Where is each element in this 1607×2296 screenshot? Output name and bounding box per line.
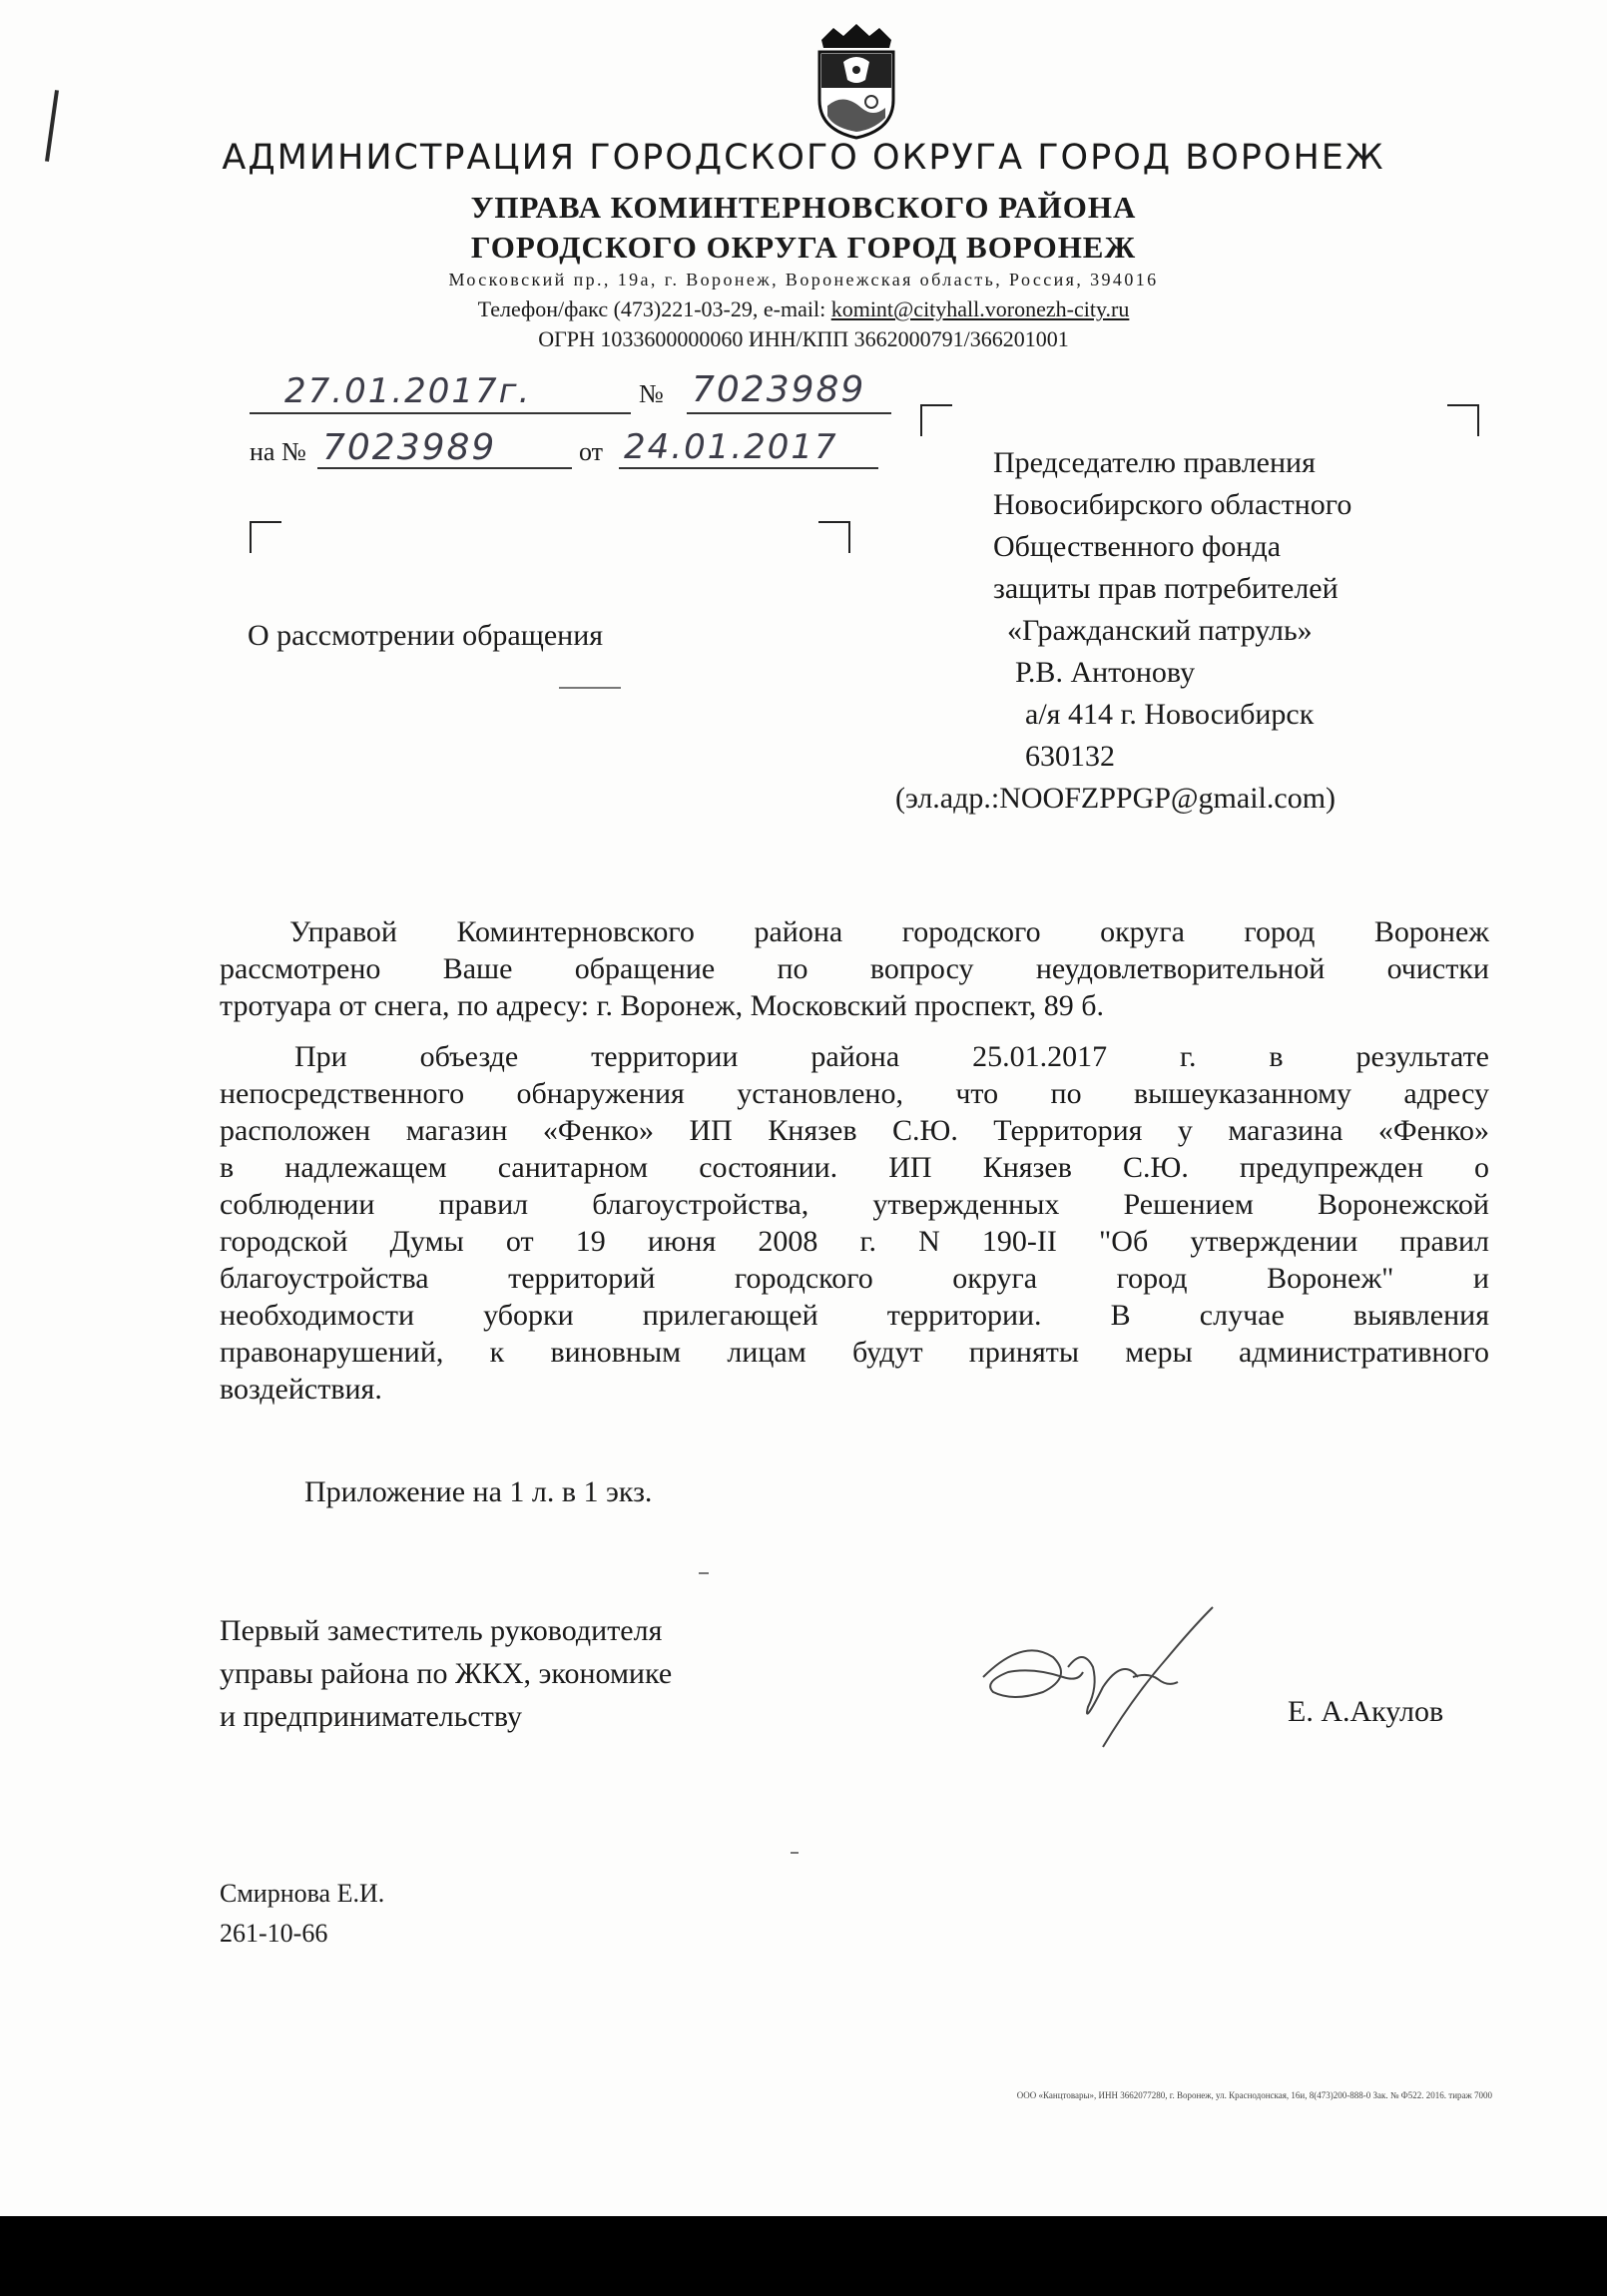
recipient-corner-right — [1447, 404, 1479, 436]
outgoing-number-label: № — [639, 379, 664, 408]
scan-speck — [559, 687, 621, 689]
printer-imprint: ООО «Канцтовары», ИНН 3662077280, г. Воронеж, ул. Краснодонская, 16и, 8(473)200-888-0 Зак. № Ф522. 2016. тираж 7000 — [1016, 2090, 1492, 2100]
scan-bottom-border — [0, 2216, 1607, 2296]
recipient-line: Новосибирского областного — [993, 488, 1352, 521]
recipient-line: Р.В. Антонову — [1015, 656, 1196, 689]
outgoing-number: 7023989 — [692, 369, 866, 410]
administration-title: АДМИНИСТРАЦИЯ ГОРОДСКОГО ОКРУГА ГОРОД ВОРОНЕЖ — [222, 138, 1385, 178]
handwritten-signature — [963, 1597, 1263, 1797]
reference-date-rule — [619, 467, 878, 469]
recipient-line: а/я 414 г. Новосибирск — [1025, 698, 1315, 731]
signatory-title — [220, 1609, 672, 1738]
executor-phone: 261-10-66 — [220, 1919, 328, 1948]
postal-address: Московский пр., 19а, г. Воронеж, Воронежская область, Россия, 394016 — [448, 270, 1159, 289]
paragraph-2-line-8: необходимости уборки прилегающей территории. В случае выявления — [220, 1299, 1489, 1332]
recipient-line: защиты прав потребителей — [993, 572, 1339, 605]
recipient-line: (эл.адр.:NOOFZPPGP@gmail.com) — [895, 782, 1337, 815]
executor-name: Смирнова Е.И. — [220, 1879, 385, 1908]
subject-corner-left — [250, 521, 281, 553]
paragraph-2-line-4: в надлежащем санитарном состоянии. ИП Князев С.Ю. предупрежден о — [220, 1151, 1489, 1184]
paragraph-2-line-7: благоустройства территорий городского округа город Воронеж" и — [220, 1262, 1489, 1295]
paragraph-2-line-5: соблюдении правил благоустройства, утвержденных Решением Воронежской — [220, 1188, 1489, 1221]
paragraph-2-line-3: расположен магазин «Фенко» ИП Князев С.Ю. Территория у магазина «Фенко» — [220, 1114, 1489, 1147]
reference-date: 24.01.2017 — [624, 427, 838, 467]
paragraph-2-line-1: При объезде территории района 25.01.2017 г. в результате — [294, 1040, 1489, 1073]
paragraph-1-line-3: тротуара от снега, по адресу: г. Воронеж, Московский проспект, 89 б. — [220, 989, 1104, 1022]
contact-line — [0, 296, 1607, 322]
paragraph-2-line-10: воздействия. — [220, 1373, 382, 1406]
recipient-corner-left — [920, 404, 952, 436]
voronezh-coat-of-arms-icon — [813, 22, 899, 140]
recipient-line: Председателю правления — [993, 446, 1316, 479]
paragraph-2-line-9: правонарушений, к виновным лицам будут приняты меры административного — [220, 1336, 1489, 1369]
scan-speck — [791, 1852, 799, 1854]
recipient-line: «Гражданский патруль» — [1007, 614, 1313, 647]
outgoing-number-rule — [687, 412, 891, 414]
paragraph-2-line-2: непосредственного обнаружения установлено, что по вышеуказанному адресу — [220, 1077, 1489, 1110]
outgoing-date-rule — [250, 412, 631, 414]
signatory-title-line: управы района по ЖКХ, экономике — [220, 1657, 673, 1690]
outgoing-date: 27.01.2017г. — [284, 371, 532, 411]
email-link[interactable]: komint@cityhall.voronezh-city.ru — [830, 296, 1130, 321]
scan-speck — [699, 1572, 709, 1574]
uprava-title-line1: УПРАВА КОМИНТЕРНОВСКОГО РАЙОНА — [470, 190, 1137, 225]
signatory-title-line: и предпринимательству — [220, 1700, 522, 1733]
recipient-block — [895, 442, 1352, 820]
phone-label: Телефон/факс (473)221-03-29, e-mail: — [477, 296, 831, 321]
letter-subject: О рассмотрении обращения — [248, 619, 604, 652]
ogrn-inn-line: ОГРН 1033600000060 ИНН/КПП 3662000791/366201001 — [538, 326, 1069, 351]
paragraph-1-line-2: рассмотрено Ваше обращение по вопросу неудовлетворительной очистки — [220, 952, 1489, 985]
signatory-title-line: Первый заместитель руководителя — [220, 1614, 663, 1647]
reference-number-label: на № — [250, 437, 306, 466]
reference-date-label: от — [579, 437, 604, 466]
paragraph-2-line-6: городской Думы от 19 июня 2008 г. N 190-II "Об утверждении правил — [220, 1225, 1489, 1258]
recipient-line: Общественного фонда — [993, 530, 1282, 563]
paragraph-1-line-1: Управой Коминтерновского района городского округа город Воронеж — [289, 915, 1489, 948]
subject-corner-right — [818, 521, 850, 553]
attachment-note: Приложение на 1 л. в 1 экз. — [304, 1475, 653, 1508]
recipient-line: 630132 — [1025, 740, 1115, 773]
signatory-name: Е. А.Акулов — [1288, 1695, 1444, 1728]
reference-number-rule — [317, 467, 572, 469]
reference-number: 7023989 — [322, 427, 497, 468]
uprava-title-line2: ГОРОДСКОГО ОКРУГА ГОРОД ВОРОНЕЖ — [470, 230, 1137, 265]
